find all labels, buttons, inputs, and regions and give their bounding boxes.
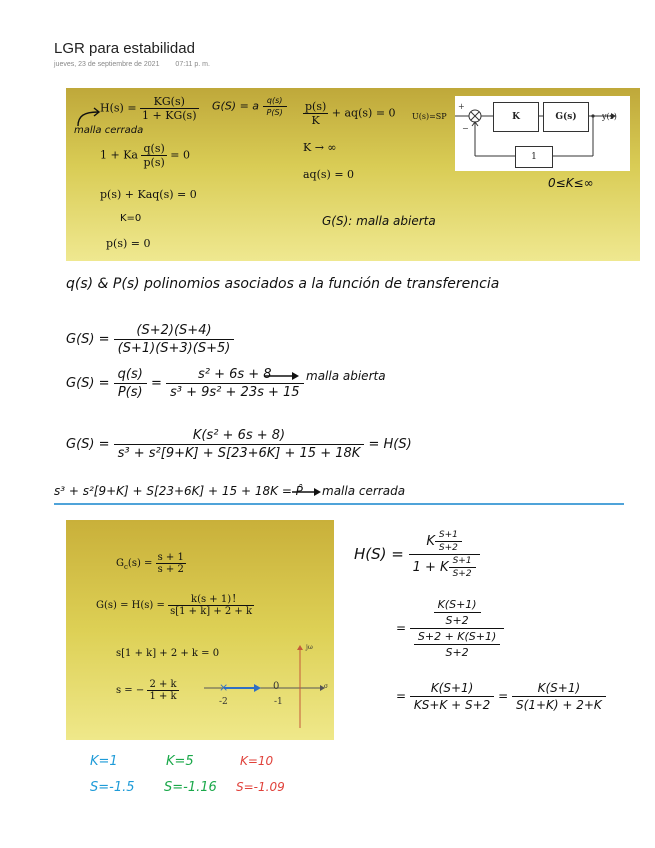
open-loop-label: malla abierta — [306, 369, 386, 383]
qp-expression: G(S) = $\frac{q(s)}{P(s)}$ = $\frac{\text{s² + 6s + 8}}{\text{s³ + 9s² + 23s + 15}}$ — [66, 367, 304, 400]
pole-marker: × — [219, 681, 229, 694]
tick-minus-1: -1 — [274, 697, 283, 707]
exclamation-mark: ! — [232, 592, 237, 605]
controller-equation: $G_c(s)$ = $\frac{s + 1}{s + 2}$ — [116, 552, 184, 575]
k-infinity-label: K → ∞ — [303, 141, 337, 154]
p-zero-equation: p(s) = 0 — [106, 237, 151, 250]
jw-axis-label: jω — [306, 644, 313, 651]
feedback-block: 1 — [515, 146, 553, 168]
closed-loop-polynomial: s³ + s²[9+K] + S[23+6K] + 15 + 18K = P̂ — [54, 484, 303, 498]
section-divider — [54, 503, 624, 505]
hs-derivation-2: = $\frac{\frac{K(S+1)}{S+2}}{\frac{S+2 + K(S+1)}{S+2}}$ — [396, 598, 504, 659]
gain-block: K — [493, 102, 539, 132]
k-value-3: K=10 — [240, 754, 274, 768]
k-value-1: K=1 — [90, 754, 118, 769]
minus-sign: − — [462, 124, 469, 133]
page-title: LGR para estabilidad — [54, 40, 195, 57]
k-value-2: K=5 — [166, 754, 194, 769]
malla-cerrada-note: malla cerrada — [74, 125, 144, 136]
closed-loop-label: malla cerrada — [322, 484, 406, 498]
s-value-1: S=-1.5 — [90, 780, 135, 795]
closed-loop-equation: H(s) = $\frac{KG(s)}{1 + KG(s)}$ — [100, 95, 197, 122]
polynomials-note: q(s) & P(s) polinomios asociados a la función de transferencia — [66, 276, 500, 292]
origin-label: 0 — [273, 681, 280, 692]
page-time: 07:11 p. m. — [175, 61, 210, 68]
gk-expression: G(S) = $\frac{\text{K(s² + 6s + 8)}}{\text{s³ + s²[9+K] + S[23+6K] + 15 + 18K}}$ = H(S) — [66, 428, 412, 461]
aq-zero-equation: aq(s) = 0 — [303, 168, 355, 181]
characteristic-equation: 1 + Ka $\frac{q(s)}{p(s)}$ = 0 — [100, 142, 190, 169]
output-label: y(s) — [602, 112, 617, 121]
hs-derivation-1: H(S) = K $\frac{S+1}{S+2}$ 1 + K $\frac{S+1}{S+2}$ — [354, 530, 480, 579]
polynomial-equation: p(s) + Kaq(s) = 0 — [100, 188, 197, 201]
divided-equation: $\frac{p(s)}{K}$ + aq(s) = 0 — [305, 100, 396, 127]
closed-loop-tf: G(s) = H(s) = $\frac{k(s + 1)}{s[1 + k] + 2 + k}$ — [96, 594, 253, 617]
arrow-right-icon — [262, 370, 302, 382]
s-value-3: S=-1.09 — [236, 780, 285, 794]
arrow-icon — [74, 106, 102, 128]
plus-sign: + — [458, 102, 465, 111]
sigma-axis-label: σ — [324, 683, 329, 690]
page-meta — [54, 61, 224, 68]
page-date: jueves, 23 de septiembre de 2021 — [54, 61, 160, 68]
characteristic-equation-2: s[1 + k] + 2 + k = 0 — [116, 648, 220, 659]
root-locus-plot — [198, 642, 328, 732]
hs-derivation-3: = $\frac{K(S+1)}{KS+K + S+2}$ = $\frac{K(S+1)}{S(1+K) + 2+K}$ — [396, 681, 606, 712]
arrow-right-icon — [290, 486, 324, 498]
gs-definition: G(S) = a $\frac{q(s)}{P(S)}$ — [212, 96, 287, 117]
k-range-note: 0≤K≤∞ — [548, 176, 594, 190]
gs-expression: G(S) = $\frac{(S+2)(S+4)}{(S+1)(S+3)(S+5)}$ — [66, 323, 234, 356]
input-label: U(s)=SP — [412, 112, 447, 121]
gs-open-loop-note: G(S): malla abierta — [322, 214, 436, 228]
tick-minus-2: -2 — [219, 697, 228, 707]
root-equation: s = − $\frac{2 + k}{1 + k}$ — [116, 679, 177, 702]
s-value-2: S=-1.16 — [164, 780, 217, 795]
k-zero-label: K=0 — [120, 213, 142, 224]
plant-block: G(s) — [543, 102, 589, 132]
